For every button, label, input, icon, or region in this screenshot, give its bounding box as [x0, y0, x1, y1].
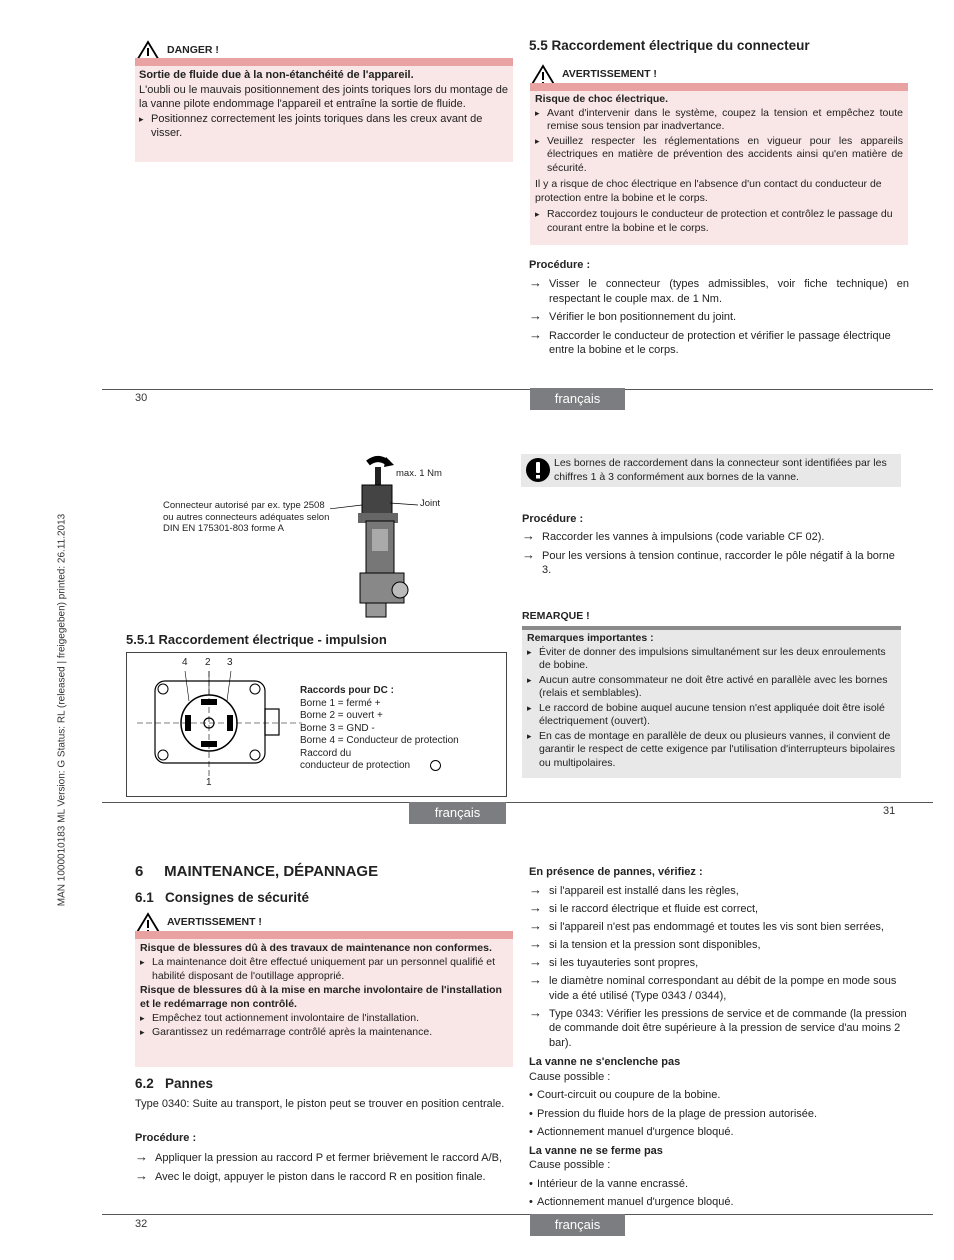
warning-title: Risque de blessures dû à des travaux de maintenance non conformes.	[140, 942, 492, 954]
fault-cause: • Pression du fluide hors de la plage de pression autorisée.	[529, 1107, 909, 1122]
warning-bar	[135, 931, 513, 939]
notice-box	[521, 454, 901, 487]
check-item: → Type 0343: Vérifier les pressions de service et de commande (la pression de commande doit être supérieure à la pression de service d'au moins 2 bar).	[529, 1007, 911, 1051]
check-item: → si la tension et la pression sont disponibles,	[529, 938, 911, 953]
remark-box	[522, 630, 901, 778]
connector-terminal-diagram	[126, 652, 507, 797]
joint-label: Joint	[420, 498, 441, 509]
language-tab: français	[409, 802, 506, 824]
terminal-plan-drawing	[137, 671, 307, 781]
language-tab: français	[530, 388, 625, 410]
legend-line: Borne 4 = Conducteur de protection	[300, 735, 459, 746]
section-heading-5-5-1: 5.5.1 Raccordement électrique - impulsion	[126, 632, 387, 647]
check-item: → si l'appareil est installé dans les règles,	[529, 884, 911, 899]
page-divider	[102, 802, 933, 803]
check-item: → si le raccord électrique et fluide est correct,	[529, 902, 911, 917]
procedure-steps	[529, 277, 909, 358]
legend-title: Raccords pour DC :	[300, 685, 394, 696]
check-item: → si les tuyauteries sont propres,	[529, 956, 911, 971]
remark-bullet: ▸ En cas de montage en parallèle de deux ou plusieurs vannes, il convient de garantir le respect de cette exigence par l'utilisation d'interrupteurs bipolaires ou multipolaires.	[527, 730, 896, 771]
fault-cause-label: Cause possible :	[529, 1070, 611, 1083]
procedure-steps	[135, 1151, 515, 1184]
procedure-label: Procédure :	[135, 1132, 197, 1144]
procedure-steps	[522, 530, 900, 578]
remark-bullet: ▸ Le raccord de bobine auquel aucune tension n'est appliquée doit être isolé électriquement (ouvert).	[527, 702, 896, 729]
procedure-step: → Pour les versions à tension continue, raccorder le pôle négatif à la borne 3.	[522, 549, 900, 578]
page-number: 32	[135, 1218, 148, 1230]
fault-title: La vanne ne se ferme pas	[529, 1144, 663, 1157]
dc-connections-legend	[300, 685, 459, 773]
check-list	[529, 884, 911, 1050]
connector-label: Connecteur autorisé par ex. type 2508 ou autres connecteurs adéquates selon DIN EN 175301-803 forme A	[163, 500, 330, 534]
terminal-number: 4	[182, 657, 188, 668]
danger-label: DANGER !	[167, 44, 219, 56]
warning-bullet: ▸ Avant d'intervenir dans le système, coupez la tension et empêchez toute remise sous tension par inadvertance.	[535, 107, 903, 134]
torque-label: max. 1 Nm	[396, 468, 442, 479]
procedure-label: Procédure :	[522, 513, 584, 525]
terminal-number: 3	[227, 657, 233, 668]
warning-text: Il y a risque de choc électrique en l'absence d'un contact du conducteur de protection entre la bobine et le corps.	[535, 178, 882, 204]
fault-cause: • Actionnement manuel d'urgence bloqué.	[529, 1195, 909, 1210]
danger-bullet: ▸ Positionnez correctement les joints toriques dans les creux avant de visser.	[139, 112, 509, 141]
procedure-label: Procédure :	[529, 259, 591, 271]
remark-label: REMARQUE !	[522, 610, 590, 622]
page-number: 31	[883, 805, 896, 817]
terminal-number: 2	[205, 657, 211, 668]
notice-text: Les bornes de raccordement dans la connecteur sont identifiées par les chiffres 1 à 3 conformément aux bornes de la vanne.	[554, 457, 887, 483]
pannes-text: Type 0340: Suite au transport, le piston peut se trouver en position centrale.	[135, 1098, 505, 1110]
check-item: → le diamètre nominal correspondant au débit de la pompe en mode sous vide a été utilisé (Type 0343 / 0344),	[529, 974, 911, 1003]
check-item: → si l'appareil n'est pas endommagé et toutes les vis sont bien serrées,	[529, 920, 911, 935]
exclamation-circle-icon	[525, 457, 551, 483]
warning-bullet: ▸ Garantissez un redémarrage contrôlé après la maintenance.	[140, 1025, 508, 1039]
terminal-number: 1	[206, 777, 212, 788]
warning-bar	[530, 83, 908, 91]
print-metadata: MAN 1000010183 ML Version: G Status: RL (released | freigegeben) printed: 26.11.2013	[56, 513, 68, 907]
legend-line	[300, 760, 459, 773]
section-heading-5-5: 5.5 Raccordement électrique du connecteur	[529, 38, 810, 53]
procedure-step: → Visser le connecteur (types admissibles, voir fiche technique) en respectant le couple max. de 1 Nm.	[529, 277, 909, 306]
danger-text: L'oubli ou le mauvais positionnement des joints toriques lors du montage de la vanne pilote endommage l'appareil et entraîne la sortie de fluide.	[139, 83, 508, 110]
warning-title: Risque de choc électrique.	[535, 93, 669, 105]
page-divider	[102, 1214, 933, 1215]
warning-box	[135, 939, 513, 1067]
page-number: 30	[135, 392, 148, 404]
procedure-step: → Vérifier le bon positionnement du joint.	[529, 310, 909, 325]
danger-title: Sortie de fluide due à la non-étanchéité de l'appareil.	[139, 69, 414, 81]
fault-list	[529, 1055, 909, 1210]
valve-connector-figure	[330, 455, 450, 625]
ground-icon	[430, 760, 441, 771]
procedure-step: → Appliquer la pression au raccord P et fermer brièvement le raccord A/B,	[135, 1151, 515, 1166]
warning-label: AVERTISSEMENT !	[167, 916, 262, 928]
legend-line-text: conducteur de protection	[300, 760, 411, 772]
danger-bar	[135, 58, 513, 66]
warning-label: AVERTISSEMENT !	[562, 68, 657, 80]
check-title: En présence de pannes, vérifiez :	[529, 866, 703, 878]
page-divider	[102, 389, 933, 390]
section-heading-6-2: 6.2 Pannes	[135, 1076, 214, 1091]
warning-box	[530, 91, 908, 245]
procedure-step: → Avec le doigt, appuyer le piston dans le raccord R en position finale.	[135, 1170, 515, 1185]
warning-bullet: ▸ Veuillez respecter les réglementations en vigueur pour les appareils électriques en matière de prévention des accidents ainsi qu'en matière de sécurité.	[535, 135, 903, 176]
chapter-heading-6: 6 MAINTENANCE, DÉPANNAGE	[135, 863, 379, 880]
language-tab: français	[530, 1214, 625, 1236]
legend-line: Borne 2 = ouvert +	[300, 710, 383, 721]
remark-bullet: ▸ Aucun autre consommateur ne doit être activé en parallèle avec les bornes (relais et semblables).	[527, 674, 896, 701]
fault-cause: • Intérieur de la vanne encrassé.	[529, 1177, 909, 1192]
warning-bullet: ▸ Empêchez tout actionnement involontaire de l'installation.	[140, 1011, 508, 1025]
fault-cause: • Actionnement manuel d'urgence bloqué.	[529, 1125, 909, 1140]
fault-title: La vanne ne s'enclenche pas	[529, 1056, 681, 1068]
warning-bullet: ▸ La maintenance doit être effectué uniquement par un personnel qualifié et habilité disposant de l'outillage approprié.	[140, 955, 508, 983]
remark-bullet: ▸ Éviter de donner des impulsions simultanément sur les deux enroulements de bobine.	[527, 646, 896, 673]
fault-cause: • Court-circuit ou coupure de la bobine.	[529, 1088, 909, 1103]
legend-line: Raccord du	[300, 747, 352, 759]
legend-line: Borne 3 = GND -	[300, 722, 375, 734]
remark-title: Remarques importantes :	[527, 632, 654, 644]
fault-cause-label: Cause possible :	[529, 1159, 611, 1171]
procedure-step: → Raccorder le conducteur de protection et vérifier le passage électrique entre la bobine et le corps.	[529, 329, 909, 358]
danger-box	[135, 66, 513, 162]
print-metadata-sidebar	[52, 470, 72, 950]
section-heading-6-1: 6.1 Consignes de sécurité	[135, 890, 310, 905]
warning-title: Risque de blessures dû à la mise en marche involontaire de l'installation et le redémarrage non contrôlé.	[140, 984, 502, 1010]
legend-line: Borne 1 = fermé +	[300, 697, 381, 709]
procedure-step: → Raccorder les vannes à impulsions (code variable CF 02).	[522, 530, 900, 545]
warning-bullet: ▸ Raccordez toujours le conducteur de protection et contrôlez le passage du courant entre la bobine et le corps.	[535, 208, 903, 235]
